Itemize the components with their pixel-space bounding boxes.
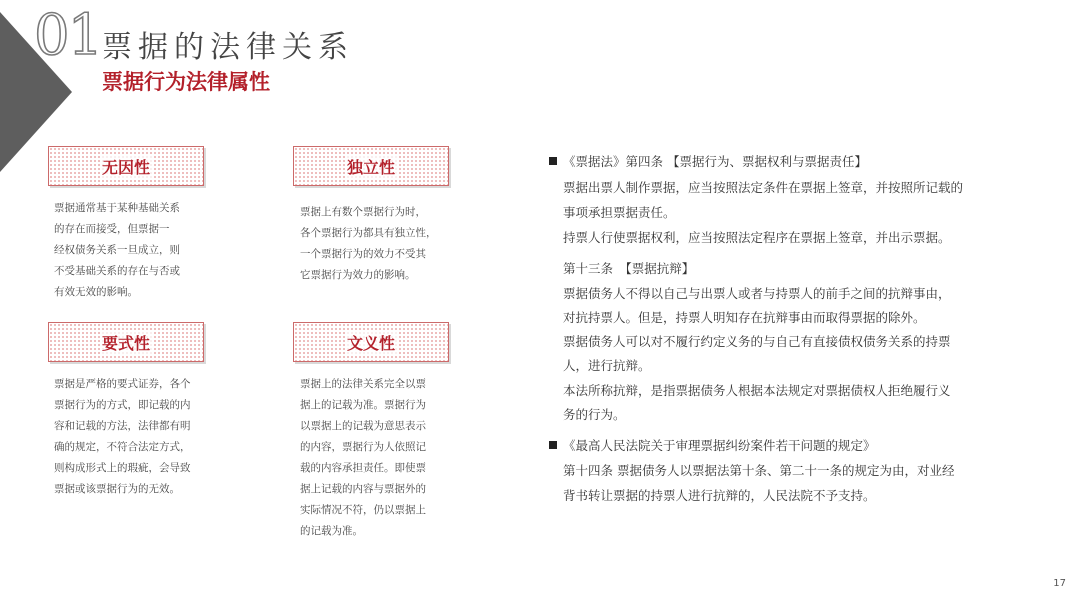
law2-heading: 《最高人民法院关于审理票据纠纷案件若干问题的规定》 xyxy=(563,438,876,453)
desc-line: 经权债务关系一旦成立，则 xyxy=(54,244,180,256)
desc-line: 据上记载的内容与票据外的 xyxy=(300,483,426,495)
desc-line: 票据上有数个票据行为时， xyxy=(300,206,426,218)
card-label: 要式性 xyxy=(100,331,152,354)
desc-line: 它票据行为效力的影响。 xyxy=(300,269,416,281)
desc-line: 票据通常基于某种基础关系 xyxy=(54,202,180,214)
law1-paragraph4-line1: 票据债务人可以对不履行约定义务的与自己有直接债权债务关系的持票 xyxy=(563,334,951,349)
card-label-box-dulixing xyxy=(293,146,449,186)
card-description-wuyinxing xyxy=(54,198,204,303)
page-number: 17 xyxy=(1053,578,1066,589)
law1-paragraph4-line2: 人，进行抗辩。 xyxy=(563,358,651,373)
desc-line: 载的内容承担责任。即使票 xyxy=(300,462,426,474)
card-label-box-yaoshixing xyxy=(48,322,204,362)
law1-paragraph3-line1: 票据债务人不得以自己与出票人或者与持票人的前手之间的抗辩事由， xyxy=(563,286,951,301)
card-label: 无因性 xyxy=(100,155,152,178)
law1-paragraph1-line1: 票据出票人制作票据，应当按照法定条件在票据上签章，并按照所记载的 xyxy=(563,180,964,195)
law2-paragraph1-line2: 背书转让票据的持票人进行抗辩的，人民法院不予支持。 xyxy=(563,488,876,503)
desc-line: 一个票据行为的效力不受其 xyxy=(300,248,426,260)
desc-line: 的记载为准。 xyxy=(300,525,363,537)
card-label: 独立性 xyxy=(345,155,397,178)
law1-paragraph5-line2: 务的行为。 xyxy=(563,407,626,422)
page-title: 票据的法律关系 xyxy=(102,30,354,65)
desc-line: 各个票据行为都具有独立性， xyxy=(300,227,437,239)
law1-heading: 《票据法》第四条 【票据行为、票据权利与票据责任】 xyxy=(563,154,867,169)
law1-paragraph2: 持票人行使票据权利，应当按照法定程序在票据上签章，并出示票据。 xyxy=(563,230,951,245)
desc-line: 据上的记载为准。票据行为 xyxy=(300,399,426,411)
desc-line: 容和记载的方法，法律都有明 xyxy=(54,420,191,432)
card-label-box-wenyixing xyxy=(293,322,449,362)
desc-line: 票据或该票据行为的无效。 xyxy=(54,483,180,495)
card-description-dulixing xyxy=(300,202,450,286)
desc-line: 不受基础关系的存在与否或 xyxy=(54,265,180,277)
law1-article13: 第十三条 【票据抗辩】 xyxy=(563,261,695,276)
law1-paragraph5-line1: 本法所称抗辩，是指票据债务人根据本法规定对票据债权人拒绝履行义 xyxy=(563,383,951,398)
desc-line: 的内容，票据行为人依照记 xyxy=(300,441,426,453)
section-number: 01 xyxy=(34,3,102,68)
law2-paragraph1-line1: 第十四条 票据债务人以票据法第十条、第二十一条的规定为由，对业经 xyxy=(563,463,955,478)
page-subtitle: 票据行为法律属性 xyxy=(102,70,270,94)
card-label-box-wuyinxing xyxy=(48,146,204,186)
desc-line: 票据是严格的要式证券，各个 xyxy=(54,378,191,390)
law1-paragraph1-line2: 事项承担票据责任。 xyxy=(563,205,676,220)
desc-line: 票据上的法律关系完全以票 xyxy=(300,378,426,390)
law1-paragraph3-line2: 对抗持票人。但是，持票人明知存在抗辩事由而取得票据的除外。 xyxy=(563,310,926,325)
card-label: 文义性 xyxy=(345,331,397,354)
desc-line: 以票据上的记载为意思表示 xyxy=(300,420,426,432)
desc-line: 实际情况不符，仍以票据上 xyxy=(300,504,426,516)
desc-line: 有效无效的影响。 xyxy=(54,286,138,298)
card-description-yaoshixing xyxy=(54,374,204,500)
desc-line: 则构成形式上的瑕疵，会导致 xyxy=(54,462,191,474)
card-description-wenyixing xyxy=(300,374,450,542)
desc-line: 的存在而接受，但票据一 xyxy=(54,223,170,235)
desc-line: 票据行为的方式，即记载的内 xyxy=(54,399,191,411)
desc-line: 确的规定，不符合法定方式， xyxy=(54,441,191,453)
